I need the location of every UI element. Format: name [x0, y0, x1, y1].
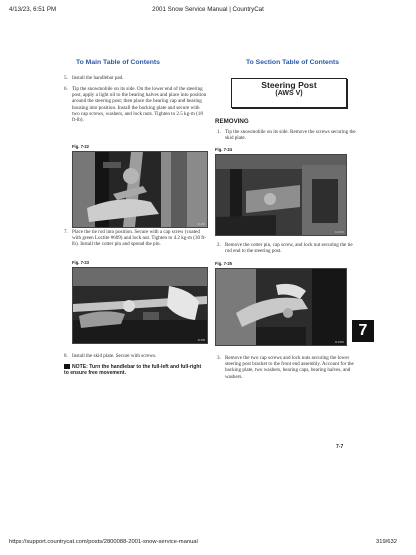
- step-3: [217, 355, 357, 383]
- step-number: 5.: [64, 75, 68, 81]
- tie-rod-photo: [73, 268, 207, 343]
- cotter-pin-photo: [216, 269, 346, 345]
- step-text: Install the handlebar pad.: [72, 75, 124, 81]
- removing-heading: REMOVING: [215, 118, 249, 125]
- skid-plate-photo: [216, 155, 346, 235]
- section-subtitle: (AWS V): [275, 90, 303, 97]
- step-text: Tip the snowmobile on its side. Remove the screws securing the skid plate.: [225, 129, 356, 142]
- fig-7-22-photo: [72, 151, 208, 228]
- print-page-count: 319/632: [376, 539, 397, 545]
- step-5: [64, 75, 204, 83]
- print-page-title: 2001 Snow Service Manual | CountryCat: [152, 6, 264, 13]
- step-number: 3.: [217, 355, 221, 361]
- step-number: 8.: [64, 353, 68, 359]
- fig-code: 0L185: [197, 223, 205, 226]
- section-title: Steering Post: [261, 80, 317, 90]
- section-toc-link[interactable]: To Section Table of Contents: [246, 59, 340, 66]
- note-marker-icon: [64, 364, 70, 369]
- step-8: [64, 353, 207, 361]
- step-number: 7.: [64, 229, 68, 235]
- section-title-box: [231, 78, 347, 108]
- step-1: [217, 129, 357, 145]
- fig-7-24-label: Fig. 7-24: [215, 147, 232, 152]
- chapter-tab: 7: [352, 320, 374, 342]
- step-2: [217, 242, 357, 258]
- fig-7-24-photo: [215, 154, 347, 236]
- step-6: [64, 86, 207, 140]
- fig-7-22-label: Fig. 7-22: [72, 144, 89, 149]
- print-datetime: 4/13/23, 6:51 PM: [9, 6, 57, 13]
- fig-7-23-photo: [72, 267, 208, 344]
- step-text: Tip the snowmobile on its side. On the lower end of the steering post, apply a light oil to the bearing halves and place into position around the steering post; then place the bearing cap and bearing housing into position. Install the backing plate and secure with two cap screws, washers, and lock nuts. Tighten to 2.5 kg-m (18 ft-lb).: [72, 86, 207, 124]
- step-number: 6.: [64, 86, 68, 92]
- step-text: Remove the cotter pin, cap screw, and lock nut securing the tie rod end to the steering post.: [225, 242, 353, 255]
- step-text: Remove the two cap screws and lock nuts securing the lower steering post bracket to the front end assembly. Account for the backing plate, two washers, bearing caps, bearing halves, and washers.: [225, 355, 354, 380]
- main-toc-link[interactable]: To Main Table of Contents: [76, 59, 160, 66]
- page-number: 7-7: [336, 444, 344, 450]
- fig-code: 0L156D: [334, 231, 344, 234]
- fig-code: 0L358: [197, 339, 205, 342]
- steering-post-photo: [73, 152, 207, 227]
- step-text: Install the skid plate. Secure with screws.: [72, 353, 157, 359]
- step-7: [64, 229, 207, 257]
- fig-7-23-label: Fig. 7-23: [72, 260, 89, 265]
- print-url[interactable]: https://support.countrycat.com/posts/2800088-2001-snow-service-manual: [9, 539, 198, 545]
- fig-7-25-photo: [215, 268, 347, 346]
- step-text: Place the tie rod into position. Secure with a cap screw (coated with green Loctite #609) and lock nut. Tighten to 4.2 kg-m (30 ft-lb). Install the cotter pin and spread the pin.: [72, 229, 207, 248]
- note: [64, 364, 207, 376]
- step-number: 1.: [217, 129, 221, 135]
- step-number: 2.: [217, 242, 221, 248]
- fig-code: 0L156D: [334, 341, 344, 344]
- fig-7-25-label: Fig. 7-25: [215, 261, 232, 266]
- note-text: NOTE: Turn the handlebar to the full-left and full-right to ensure free movement.: [64, 364, 202, 377]
